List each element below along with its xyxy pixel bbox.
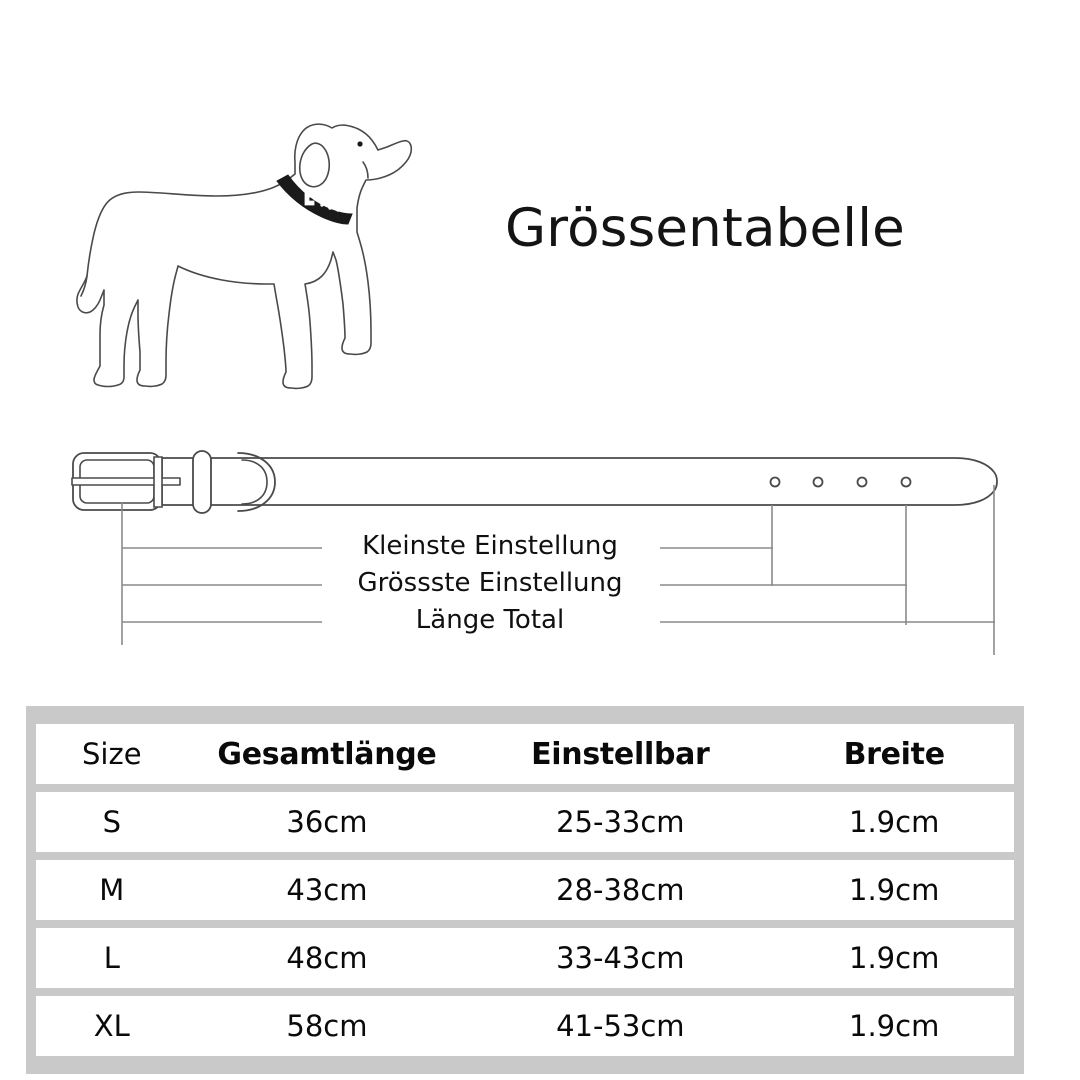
cell-breite: 1.9cm <box>774 996 1014 1056</box>
cell-breite: 1.9cm <box>774 860 1014 920</box>
cell-einstellbar: 41-53cm <box>466 996 774 1056</box>
belt-keeper-loop <box>193 451 211 513</box>
column-header-size: Size <box>36 724 188 784</box>
cell-breite: 1.9cm <box>774 928 1014 988</box>
belt-buckle-prong <box>72 478 180 485</box>
belt-strap-path <box>162 458 997 505</box>
dog-outline-illustration <box>60 100 440 410</box>
column-header-gesamtlaenge: Gesamtlänge <box>188 724 467 784</box>
belt-hole <box>858 478 867 487</box>
belt-hole <box>902 478 911 487</box>
measure-label-smallest: Kleinste Einstellung <box>362 531 618 561</box>
belt-hole <box>771 478 780 487</box>
dog-body-path <box>77 124 411 388</box>
cell-einstellbar: 25-33cm <box>466 792 774 852</box>
page-title: Grössentabelle <box>505 198 905 259</box>
cell-size: L <box>36 928 188 988</box>
table-row <box>36 928 1014 988</box>
table-header-row <box>36 724 1014 784</box>
cell-einstellbar: 28-38cm <box>466 860 774 920</box>
measure-label-largest: Grössste Einstellung <box>357 568 623 598</box>
cell-einstellbar: 33-43cm <box>466 928 774 988</box>
size-chart-table <box>26 706 1024 1074</box>
cell-size: S <box>36 792 188 852</box>
cell-gesamtlaenge: 43cm <box>188 860 467 920</box>
cell-size: XL <box>36 996 188 1056</box>
belt-buckle-bar <box>154 457 162 507</box>
table-row <box>36 792 1014 852</box>
dog-collar-hole <box>320 203 323 206</box>
cell-gesamtlaenge: 36cm <box>188 792 467 852</box>
belt-hole <box>814 478 823 487</box>
dog-collar-hole <box>336 208 339 211</box>
dog-collar-hole <box>328 206 331 209</box>
column-header-einstellbar: Einstellbar <box>466 724 774 784</box>
cell-gesamtlaenge: 48cm <box>188 928 467 988</box>
measure-label-total: Länge Total <box>415 605 565 635</box>
cell-size: M <box>36 860 188 920</box>
cell-breite: 1.9cm <box>774 792 1014 852</box>
cell-gesamtlaenge: 58cm <box>188 996 467 1056</box>
table-row <box>36 860 1014 920</box>
column-header-breite: Breite <box>774 724 1014 784</box>
dog-eye-icon <box>357 141 362 146</box>
table-row <box>36 996 1014 1056</box>
